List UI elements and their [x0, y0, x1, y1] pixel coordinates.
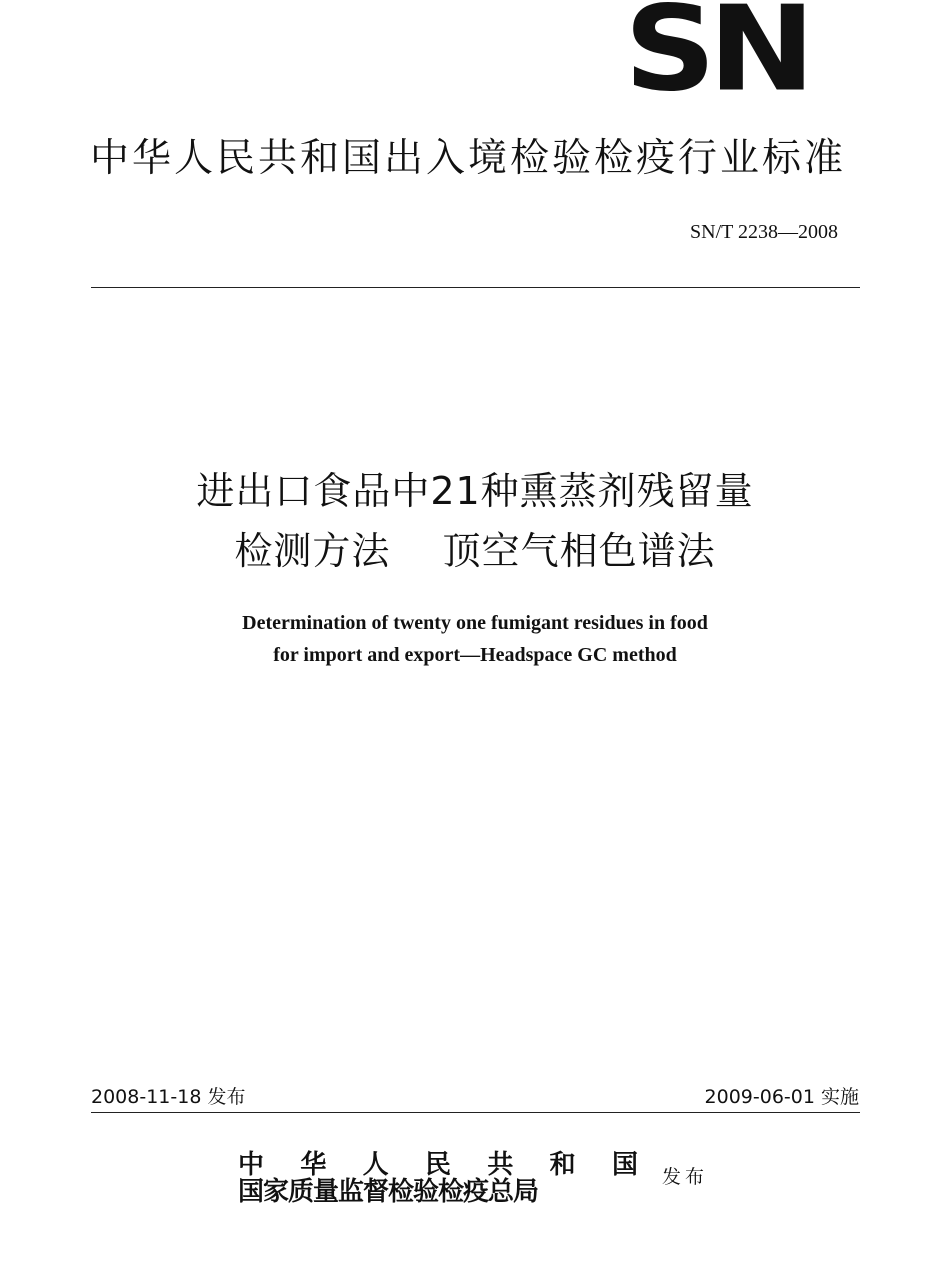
- english-title-line-1: Determination of twenty one fumigant residues in food: [242, 612, 708, 634]
- org-title: 中华人民共和国出入境检验检疫行业标准: [90, 136, 847, 181]
- implementation-date: 2009-06-01 实施: [704, 1086, 859, 1108]
- chinese-title-line-2: 检测方法 顶空气相色谱法: [234, 529, 716, 573]
- issuer-line-1: 中华人民共和国: [238, 1150, 638, 1180]
- issue-verb: 发布: [662, 1166, 709, 1188]
- top-divider: [91, 287, 860, 288]
- english-title-line-2: for import and export—Headspace GC method: [273, 644, 677, 666]
- chinese-title-line-1: 进出口食品中21种熏蒸剂残留量: [196, 469, 754, 513]
- sn-logo: SN: [624, 0, 808, 119]
- issue-date: 2008-11-18 发布: [91, 1086, 246, 1108]
- issuer-line-2: 国家质量监督检验检疫总局: [238, 1177, 539, 1207]
- standard-code: SN/T 2238—2008: [690, 221, 838, 243]
- bottom-divider: [91, 1112, 860, 1113]
